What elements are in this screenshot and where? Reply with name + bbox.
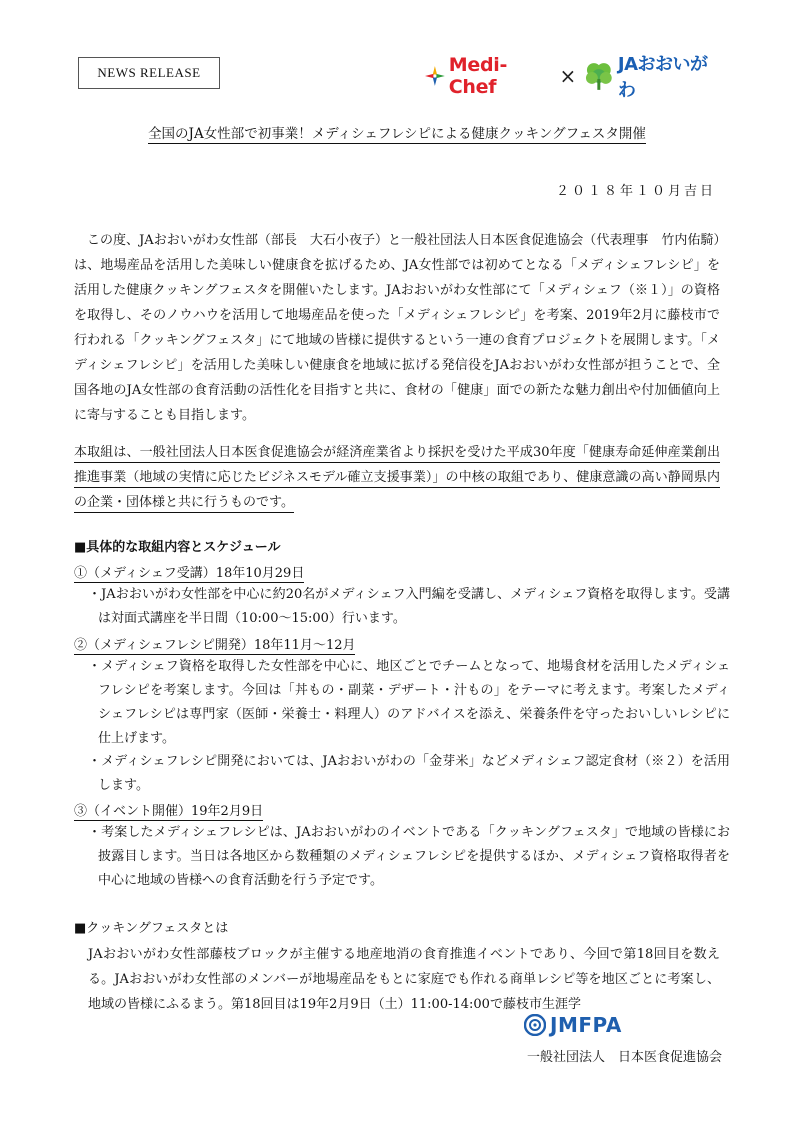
step-2-bullet-2: ・メディシェフレシピ開発においては、JAおおいがわの「金芽米」などメディシェフ認定食材（※２）を活用します。 <box>88 754 730 793</box>
step-1-label: ①（メディシェフ受講）18年10月29日 <box>74 566 305 581</box>
intro-paragraph: この度、JAおおいがわ女性部（部長 大石小夜子）と一般社団法人日本医食促進協会（代表理事 竹内佑騎）は、地場産品を活用した美味しい健康食を拡げるため、JA女性部では初めてとなる「メディシェフレシピ」を活用した健康クッキングフェスタを開催いたします。JAおおいがわ女性部にて「メディシェフ（※１）」の資格を取得し、そのノウハウを活用して地場産品を使った「メディシェフレシピ」を考案、2019年2月に藤枝市で行われる「クッキングフェスタ」にて地域の皆様に提供するという一連の食育プロジェクトを展開します。「メディシェフレシピ」を活用した美味しい健康食を地域に拡げる発信役をJAおおいがわ女性部が担うことで、全国各地のJA女性部の食育活動の活性化を目指すと共に、食材の「健康」面での新たな魅力創出や付加価値向上に寄与することも目指します。 <box>74 233 720 423</box>
page-title: 全国のJA女性部で初事業！メディシェフレシピによる健康クッキングフェスタ開催 <box>148 126 646 142</box>
ja-oigawa-logo-icon <box>582 59 616 93</box>
jmfpa-logo <box>524 1013 622 1037</box>
header-logos <box>424 54 724 101</box>
step-3-label: ③（イベント開催）19年2月9日 <box>74 804 264 819</box>
step-2-label: ②（メディシェフレシピ開発）18年11月～12月 <box>74 638 356 653</box>
project-background-paragraph: 本取組は、一般社団法人日本医食促進協会が経済産業省より採択を受けた平成30年度「健康寿命延伸産業創出推進事業（地域の実情に応じたビジネスモデル確立支援事業）」の中核の取組であり、健康意識の高い静岡県内の企業・団体様と共に行うものです。 <box>74 440 720 515</box>
release-date: ２０１８年１０月吉日 <box>555 184 716 199</box>
jmfpa-logo-text: JMFPA <box>550 1013 622 1037</box>
medichef-logo-text: Medi-Chef <box>448 54 508 98</box>
step-3-bullet: ・考案したメディシェフレシピは、JAおおいがわのイベントである「クッキングフェスタ」で地域の皆様にお披露目します。当日は各地区から数種類のメディシェフレシピを提供するほか、メディシェフ資格取得者を中心に地域の皆様への食育活動を行う予定です。 <box>88 825 730 888</box>
step-2-bullet-1: ・メディシェフ資格を取得した女性部を中心に、地区ごとでチームとなって、地場食材を活用したメディシェフレシピを考案します。今回は「丼もの・副菜・デザート・汁もの」をテーマに考えます。考案したメディシェフレシピは専門家（医師・栄養士・料理人）のアドバイスを添え、栄養条件を守ったおいしいレシピに仕上げます。 <box>88 659 730 746</box>
times-symbol: × <box>559 64 577 88</box>
ja-oigawa-logo-text: JAおおいがわ <box>617 54 708 101</box>
step-1-bullet: ・JAおおいがわ女性部を中心に約20名がメディシェフ入門編を受講し、メディシェフ資格を取得します。受講は対面式講座を半日間（10:00～15:00）行います。 <box>88 587 730 626</box>
cooking-festa-body: JAおおいがわ女性部藤枝ブロックが主催する地産地消の食育推進イベントであり、今回で第18回目を数える。JAおおいがわ女性部のメンバーが地場産品をもとに家庭でも作れる商単レシピ等を地区ごとに考案し、地域の皆様にふるまう。第18回目は19年2月9日（土）11:00-14:00で藤枝市生涯学 <box>88 947 720 1012</box>
organization-name: 一般社団法人 日本医食促進協会 <box>526 1050 722 1065</box>
news-release-label: NEWS RELEASE <box>78 57 220 89</box>
medichef-logo-icon <box>424 65 446 87</box>
schedule-heading: ■具体的な取組内容とスケジュール <box>74 540 281 555</box>
cooking-festa-heading: ■クッキングフェスタとは <box>74 921 229 936</box>
jmfpa-emblem-icon <box>524 1014 546 1036</box>
